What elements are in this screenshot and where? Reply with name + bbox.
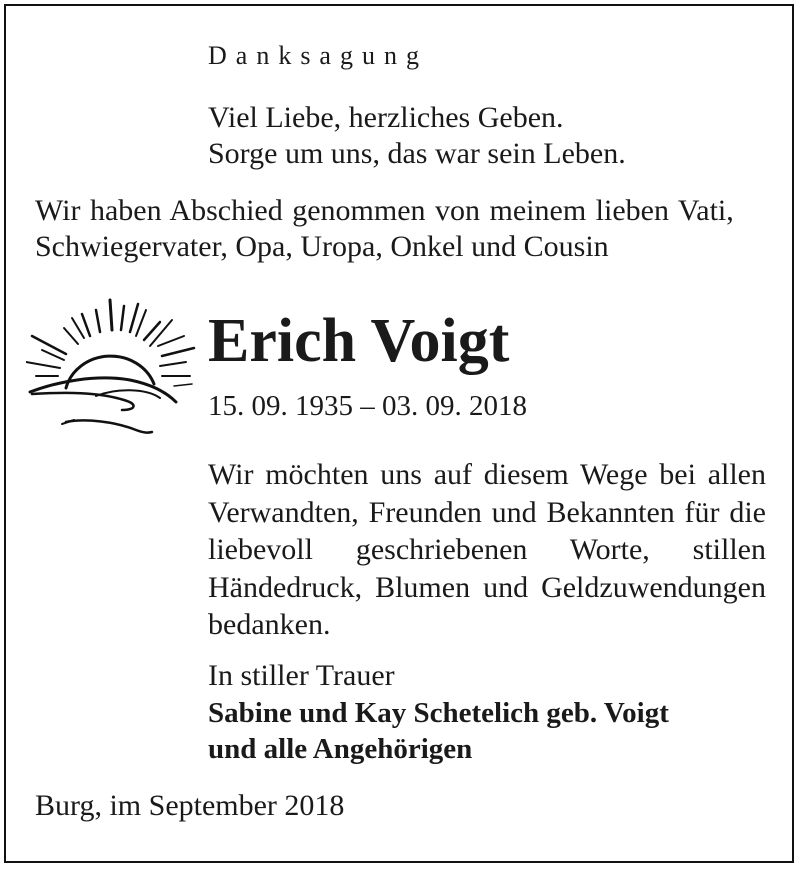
family-line-1: Sabine und Kay Schetelich geb. Voigt (208, 697, 669, 729)
thanks-paragraph: Wir möchten uns auf diesem Wege bei allen Verwandten, Freunden und Bekannten für die liebevoll geschriebenen Worte, stillen Händedruck, Blumen und Geldzuwendungen bedanken. (208, 458, 766, 641)
intro-line-2: Schwiegervater, Opa, Uropa, Onkel und Cousin (35, 230, 609, 263)
sunset-icon (26, 296, 198, 438)
intro-line-1: Wir haben Abschied genommen von meinem lieben Vati, (35, 194, 734, 227)
verse-line-1: Viel Liebe, herzliches Geben. (208, 101, 564, 134)
notice-heading: Danksagung (208, 41, 428, 70)
deceased-name: Erich Voigt (208, 307, 510, 375)
place-date: Burg, im September 2018 (35, 789, 345, 822)
life-dates: 15. 09. 1935 – 03. 09. 2018 (208, 390, 527, 422)
mourning-intro: In stiller Trauer (208, 659, 395, 692)
verse-line-2: Sorge um uns, das war sein Leben. (208, 137, 626, 170)
family-line-2: und alle Angehörigen (208, 733, 473, 765)
